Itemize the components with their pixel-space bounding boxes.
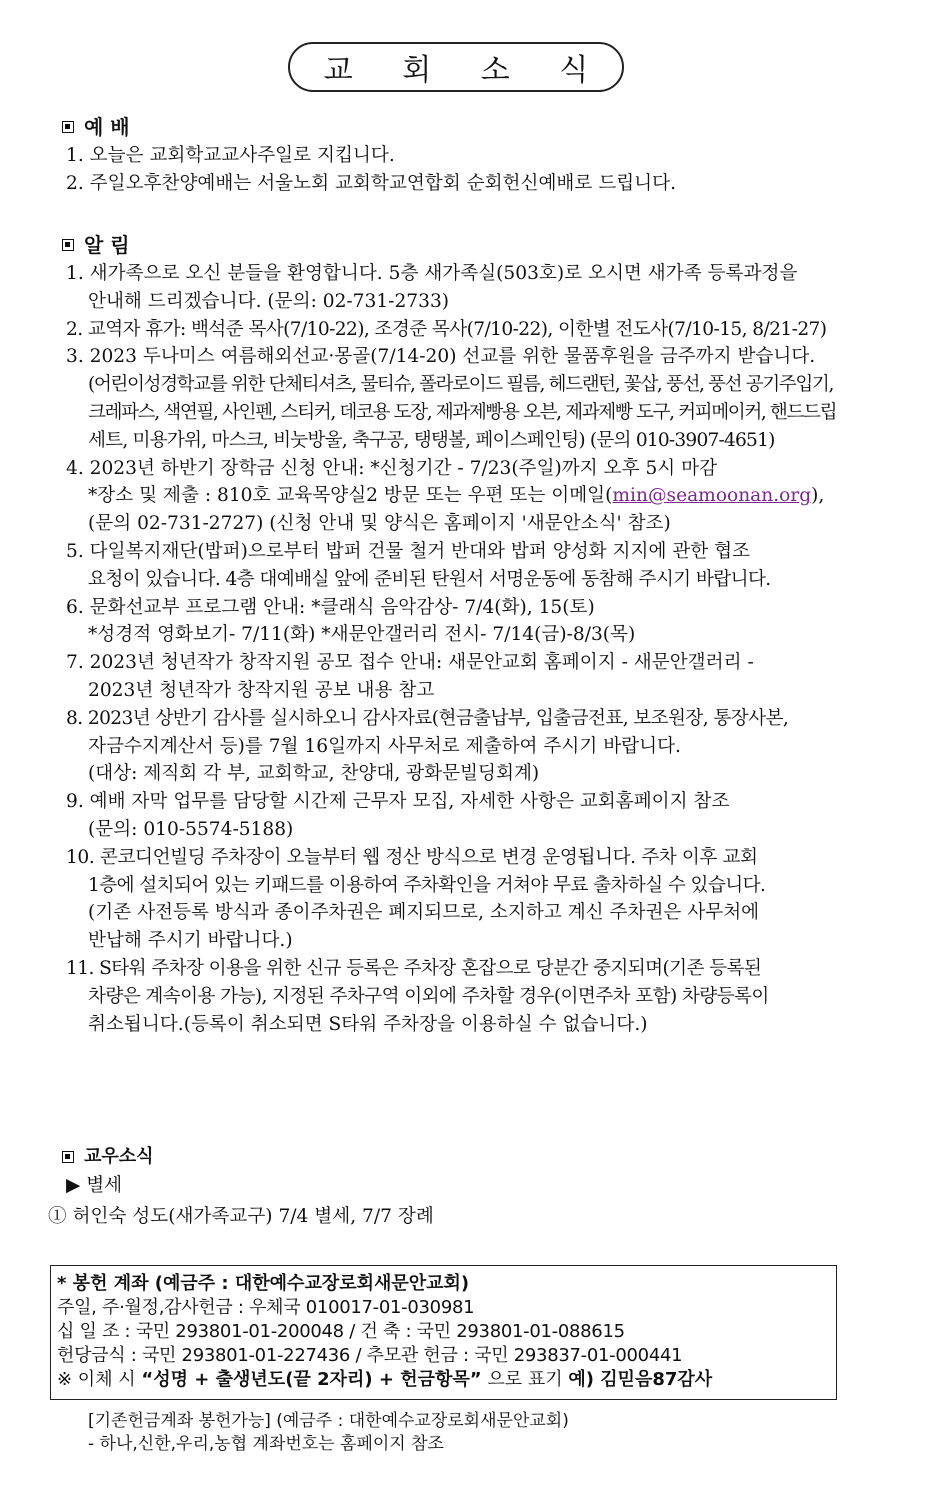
notice-line-text: ),	[811, 485, 825, 507]
notice-line: 6. 문화선교부 프로그램 안내: *클래식 음악감상- 7/4(화), 15(토)	[66, 596, 595, 618]
notices-heading	[60, 230, 890, 260]
transfer-note-format: “성명 + 출생년도(끝 2자리) + 헌금항목”	[141, 1369, 482, 1390]
notice-line: 취소됩니다.(등록이 취소되면 S타워 주차장을 이용하실 수 없습니다.)	[88, 1013, 648, 1035]
accounts-header: * 봉헌 계좌 (예금주 : 대한예수교장로회새문안교회)	[57, 1273, 470, 1294]
members-section	[60, 1142, 890, 1200]
notice-line: 7. 2023년 청년작가 창작지원 공모 접수 안내: 새문안교회 홈페이지 - 새문안갤러리 -	[66, 652, 754, 674]
notice-line: 4. 2023년 하반기 장학금 신청 안내: *신청기간 - 7/23(주일)까지 오후 5시 마감	[66, 457, 718, 479]
footer-depositor: (예금주 : 대한예수교장로회새문안교회)	[270, 1411, 569, 1431]
triangle-icon: ▶ 별세	[66, 1175, 123, 1196]
notice-line: 1층에 설치되어 있는 키패드를 이용하여 주차확인을 거쳐야 무료 출차하실 수 있습니다.	[88, 874, 766, 896]
transfer-note-prefix: ※ 이체 시	[57, 1369, 142, 1390]
account-line: 주일, 주·월정,감사헌금 : 우체국 010017-01-030981	[57, 1297, 475, 1318]
notice-line: 크레파스, 색연필, 사인펜, 스티커, 데코용 도장, 제과제빵용 오븐, 제과제빵 도구, 커피메이커, 핸드드립	[88, 401, 837, 423]
footer-line-2: - 하나,신한,우리,농협 계좌번호는 홈페이지 참조	[88, 1434, 444, 1454]
account-line: 헌당금식 : 국민 293801-01-227436 / 추모관 헌금 : 국민 293837-01-000441	[57, 1345, 683, 1366]
notice-line	[60, 482, 890, 510]
worship-heading-text: 예 배	[84, 115, 130, 139]
notice-line: 11. S타워 주차장 이용을 위한 신규 등록은 주차장 혼잡으로 당분간 중지되며(기존 등록된	[66, 957, 762, 979]
transfer-note-example: 예) 김믿음87감사	[568, 1369, 713, 1390]
footer-line-1	[88, 1410, 569, 1432]
notice-line: 차량은 계속이용 가능), 지정된 주차구역 이외에 주차할 경우(이면주차 포함) 차량등록이	[88, 985, 769, 1007]
members-item: ① 허인숙 성도(새가족교구) 7/4 별세, 7/7 장례	[48, 1206, 434, 1227]
notice-line: 10. 콘코디언빌딩 주차장이 오늘부터 웹 정산 방식으로 변경 운영됩니다. 주차 이후 교회	[66, 846, 758, 868]
footer-bracket: [기존헌금계좌 봉헌가능]	[88, 1411, 271, 1431]
notice-line: 1. 새가족으로 오신 분들을 환영합니다. 5층 새가족실(503호)로 오시면 새가족 등록과정을	[66, 263, 798, 284]
notice-line: (문의: 010-5574-5188)	[88, 818, 294, 840]
transfer-note	[57, 1368, 826, 1392]
notices-heading-text: 알 림	[84, 233, 130, 257]
square-bullet-icon	[62, 239, 74, 251]
notice-line: (어린이성경학교를 위한 단체티셔츠, 물티슈, 폴라로이드 필름, 헤드랜턴, 꽃삽, 풍선, 풍선 공기주입기,	[88, 374, 833, 396]
email-link[interactable]: min@seamoonan.org	[612, 485, 812, 507]
notice-line: 자금수지계산서 등)를 7월 16일까지 사무처로 제출하여 주시기 바랍니다.	[88, 735, 681, 757]
notice-line: *성경적 영화보기- 7/11(화) *새문안갤러리 전시- 7/14(금)-8/3(목)	[88, 624, 636, 646]
offering-accounts-box	[50, 1265, 837, 1400]
notice-line: 9. 예배 자막 업무를 담당할 시간제 근무자 모집, 자세한 사항은 교회홈페이지 참조	[66, 791, 730, 813]
worship-line: 2. 주일오후찬양예배는 서울노회 교회학교연합회 순회헌신예배로 드립니다.	[66, 172, 677, 194]
notice-line: 5. 다일복지재단(밥퍼)으로부터 밥퍼 건물 철거 반대와 밥퍼 양성화 지지에 관한 협조	[66, 540, 751, 562]
members-heading	[60, 1142, 890, 1172]
page-title-box	[288, 42, 624, 92]
notice-line: (기존 사전등록 방식과 종이주차권은 폐지되므로, 소지하고 계신 주차권은 사무처에	[88, 902, 760, 924]
page-title: 교 회 소 식	[323, 53, 609, 88]
notice-line: (문의 02-731-2727) (신청 안내 및 양식은 홈페이지 '새문안소식' 참조)	[88, 513, 671, 535]
notice-line-text: *장소 및 제출 : 810호 교육목양실2 방문 또는 우편 또는 이메일(	[88, 485, 613, 507]
notices-section	[60, 230, 890, 1038]
worship-heading	[60, 112, 890, 142]
members-subheading	[60, 1172, 890, 1200]
members-heading-text: 교우소식	[84, 1146, 154, 1167]
notice-line: 요청이 있습니다. 4층 대예배실 앞에 준비된 탄원서 서명운동에 동참해 주시기 바랍니다.	[88, 568, 771, 590]
notice-line: 8. 2023년 상반기 감사를 실시하오니 감사자료(현금출납부, 입출금전표, 보조원장, 통장사본,	[66, 707, 789, 729]
notice-line: 3. 2023 두나미스 여름해외선교·몽골(7/14-20) 선교를 위한 물품후원을 금주까지 받습니다.	[66, 346, 816, 368]
worship-line: 1. 오늘은 교회학교교사주일로 지킵니다.	[66, 145, 395, 166]
worship-section	[60, 112, 890, 198]
square-bullet-icon	[62, 121, 74, 133]
notice-line: 2. 교역자 휴가: 백석준 목사(7/10-22), 조경준 목사(7/10-22), 이한별 전도사(7/10-15, 8/21-27)	[66, 318, 827, 340]
account-line: 십 일 조 : 국민 293801-01-200048 / 건 축 : 국민 293801-01-088615	[57, 1321, 625, 1342]
notice-line: (대상: 제직회 각 부, 교회학교, 찬양대, 광화문빌딩회계)	[88, 763, 540, 785]
transfer-note-mid: 으로 표기	[481, 1369, 569, 1390]
notice-line: 세트, 미용가위, 마스크, 비눗방울, 축구공, 탱탱볼, 페이스페인팅) (문의 010-3907-4651)	[88, 429, 775, 451]
notice-line: 반납해 주시기 바랍니다.)	[88, 930, 293, 952]
square-bullet-icon	[62, 1151, 74, 1163]
notice-line: 2023년 청년작가 창작지원 공보 내용 참고	[88, 679, 435, 701]
notice-line: 안내해 드리겠습니다. (문의: 02-731-2733)	[88, 290, 450, 312]
